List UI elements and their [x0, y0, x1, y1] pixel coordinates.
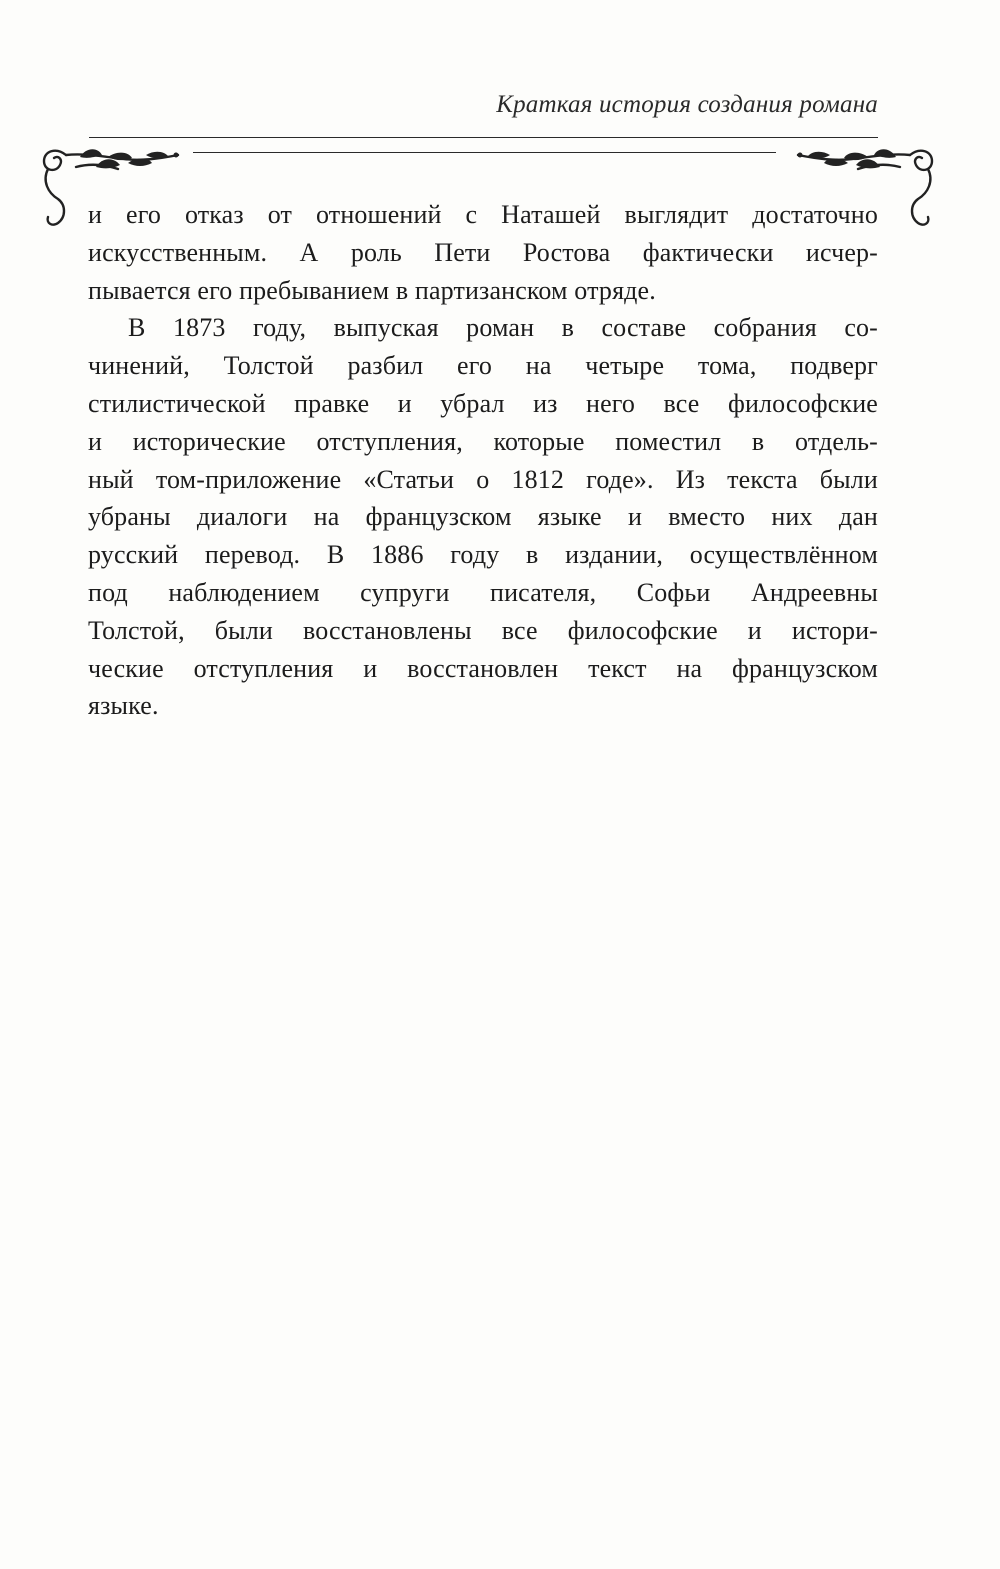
text-line: стилистической правке и убрал из него все философские [88, 388, 878, 418]
text-line: Толстой, были восстановлены все философские и истори- [88, 615, 878, 645]
running-head: Краткая история создания романа [496, 91, 878, 118]
text-line: пывается его пребыванием в партизанском отряде. [88, 275, 656, 305]
text-line: искусственным. А роль Пети Ростова фактически исчер- [88, 237, 878, 267]
paragraph-1 [88, 196, 878, 309]
paragraph-2 [88, 309, 878, 725]
text-line: ный том-приложение «Статьи о 1812 годе». Из текста были [88, 464, 878, 494]
text-line: русский перевод. В 1886 году в издании, осуществлённом [88, 540, 878, 570]
ornament-rule [193, 152, 776, 153]
text-line: и исторические отступления, которые поместил в отдель- [88, 426, 878, 456]
text-line: и его отказ от отношений с Наташей выглядит достаточно [88, 200, 878, 229]
text-line: ческие отступления и восстановлен текст на французском [88, 653, 878, 683]
body-text [88, 196, 878, 725]
text-line: В 1873 году, выпуская роман в составе собрания со- [128, 313, 878, 343]
text-line: под наблюдением супруги писателя, Софьи Андреевны [88, 577, 878, 607]
text-line: языке. [88, 691, 159, 721]
text-line: чинений, Толстой разбил его на четыре тома, подверг [88, 351, 878, 381]
header-rule [89, 137, 878, 138]
text-line: убраны диалоги на французском языке и вместо них дан [88, 502, 878, 532]
